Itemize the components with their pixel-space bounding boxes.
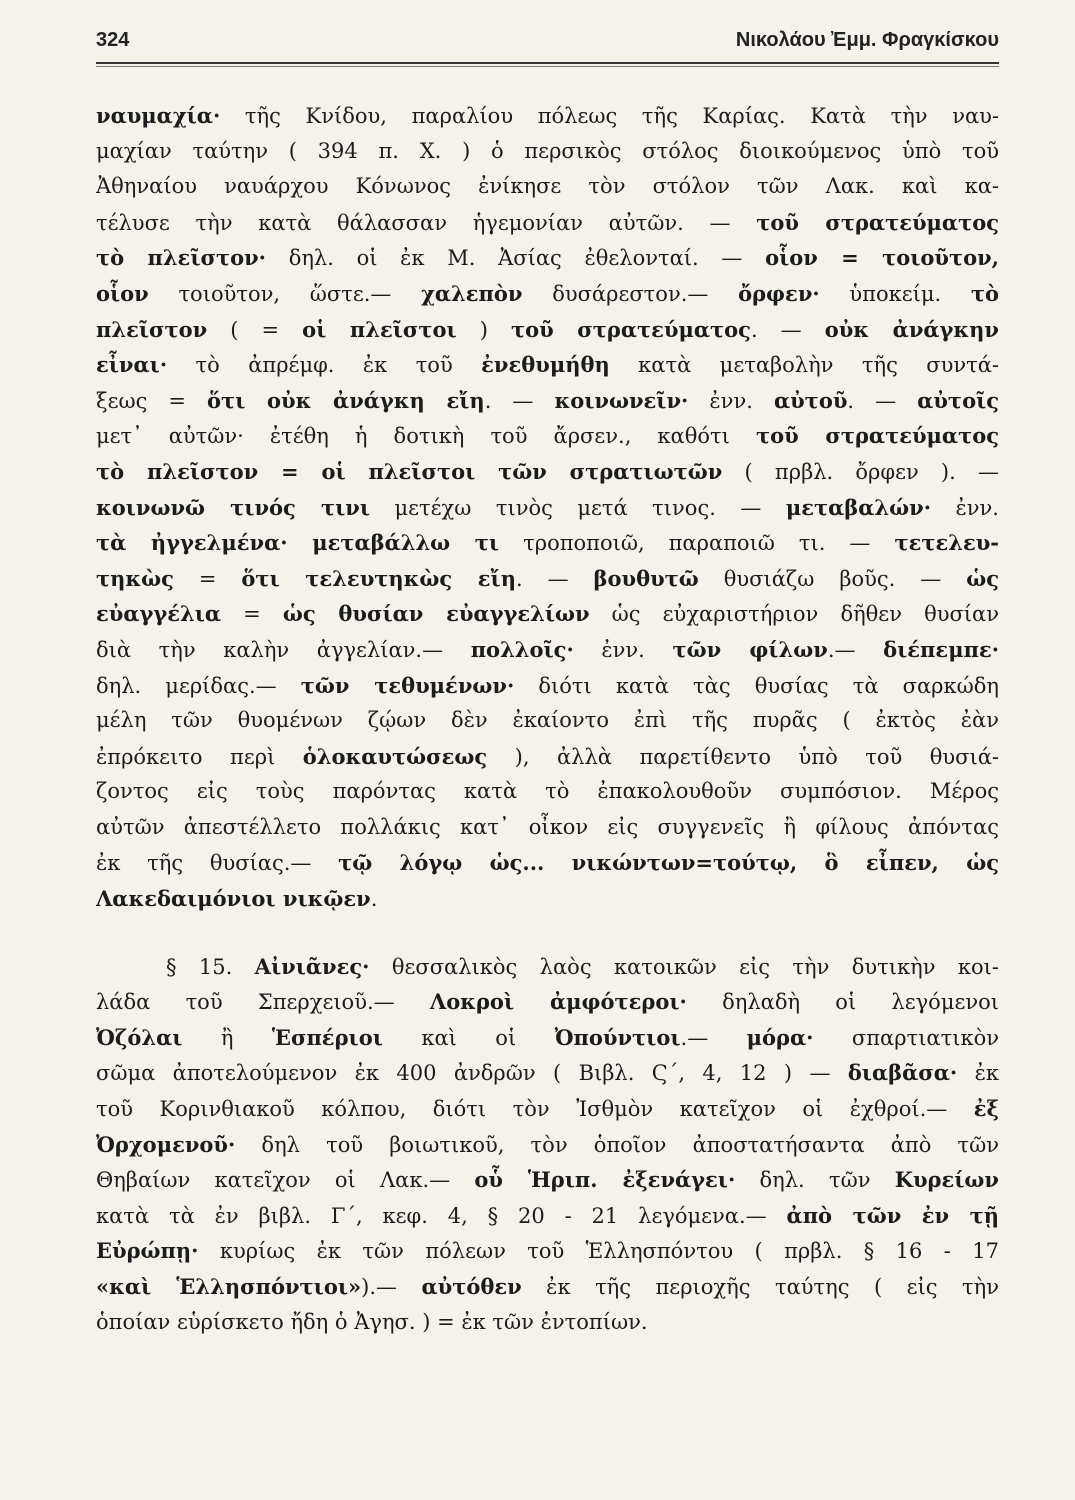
text-line: ἐπρόκειτο περὶ ὁλοκαυτώσεως ), ἀλλὰ παρετίθεντο ὑπὸ τοῦ θυσιά- [96,743,999,769]
text-line: τὰ ἠγγελμένα· μεταβάλλω τι τροποποιῶ, παραποιῶ τι. — τετελευ- [96,530,999,556]
text-line: ὁποίαν εὑρίσκετο ἤδη ὁ Ἀγησ. ) = ἐκ τῶν ἐντοπίων. [96,1309,648,1334]
text-line: ναυμαχία· τῆς Κνίδου, παραλίου πόλεως τῆς Καρίας. Κατὰ τὴν ναυ- [96,103,999,128]
header-rule [96,62,999,64]
running-title: Νικολάου Ἐμμ. Φραγκίσκου [735,28,999,51]
text-line: τοῦ Κορινθιακοῦ κόλπου, διότι τὸν Ἰσθμὸν κατεῖχον οἱ ἐχθροί.— ἐξ [96,1096,999,1122]
text-line: § 15. Αἰνιᾶνες· θεσσαλικὸς λαὸς κατοικῶν εἰς τὴν δυτικὴν κοι- [166,953,999,979]
text-line: ἐκ τῆς θυσίας.— τῷ λόγῳ ὡς... νικώντων=τούτῳ, ὃ εἶπεν, ὡς [96,850,999,876]
page-header [96,22,999,58]
text-line: αὐτῶν ἀπεστέλλετο πολλάκις κατ᾽ οἶκον εἰς συγγενεῖς ἢ φίλους ἀπόντας [96,814,999,839]
text-line: δηλ. μερίδας.— τῶν τεθυμένων· διότι κατὰ τὰς θυσίας τὰ σαρκώδη [96,672,999,698]
text-line: Λακεδαιμόνιοι νικῷεν. [96,886,378,912]
text-line: κατὰ τὰ ἐν βιβλ. Γ΄, κεφ. 4, § 20 - 21 λεγόμενα.— ἀπὸ τῶν ἐν τῇ [96,1202,999,1228]
text-line: πλεῖστον ( = οἱ πλεῖστοι ) τοῦ στρατεύματος. — οὐκ ἀνάγκην [96,316,999,342]
text-line: οἷον τοιοῦτον, ὥστε.— χαλεπὸν δυσάρεστον.— ὄρφεν· ὑποκείμ. τὸ [96,280,999,306]
text-line: σῶμα ἀποτελούμενον ἐκ 400 ἀνδρῶν ( Βιβλ. Ϛ΄, 4, 12 ) — διαβᾶσα· ἐκ [96,1060,999,1086]
text-line: Εὐρώπῃ· κυρίως ἐκ τῶν πόλεων τοῦ Ἑλλησπόντου ( πρβλ. § 16 - 17 [96,1238,999,1264]
text-line: Ὀζόλαι ἢ Ἑσπέριοι καὶ οἱ Ὀπούντιοι.— μόρα· σπαρτιατικὸν [96,1024,999,1050]
text-line: μετ᾽ αὐτῶν· ἐτέθη ἡ δοτικὴ τοῦ ἄρσεν., καθότι τοῦ στρατεύματος [96,423,999,449]
text-line: μαχίαν ταύτην ( 394 π. Χ. ) ὁ περσικὸς στόλος διοικούμενος ὑπὸ τοῦ [96,138,999,163]
text-line: τέλυσε τὴν κατὰ θάλασσαν ἡγεμονίαν αὐτῶν. — τοῦ στρατεύματος [96,209,999,235]
text-line: τὸ πλεῖστον = οἱ πλεῖστοι τῶν στρατιωτῶν ( πρβλ. ὄρφεν ). — [96,458,999,484]
text-line: Θηβαίων κατεῖχον οἱ Λακ.— οὗ Ἡριπ. ἐξενάγει· δηλ. τῶν Κυρείων [96,1167,999,1193]
page-number: 324 [96,28,130,51]
text-line: τὸ πλεῖστον· δηλ. οἱ ἐκ Μ. Ἀσίας ἐθελονταί. — οἷον = τοιοῦτον, [96,245,999,271]
text-line: διὰ τὴν καλὴν ἀγγελίαν.— πολλοῖς· ἐνν. τῶν φίλων.— διέπεμπε· [96,636,999,662]
text-line: «καὶ Ἑλλησπόντιοι»).— αὐτόθεν ἐκ τῆς περιοχῆς ταύτης ( εἰς τὴν [96,1274,999,1299]
paragraph-naumachia [96,98,999,917]
text-line: εἶναι· τὸ ἀπρέμφ. ἐκ τοῦ ἐνεθυμήθη κατὰ μεταβολὴν τῆς συντά- [96,352,999,378]
commentary-body [96,98,999,1340]
text-line: Ὀρχομενοῦ· δηλ τοῦ βοιωτικοῦ, τὸν ὁποῖον ἀποστατήσαντα ἀπὸ τῶν [96,1131,999,1157]
text-line: Ἀθηναίου ναυάρχου Κόνωνος ἐνίκησε τὸν στόλον τῶν Λακ. καὶ κα- [96,174,999,199]
text-line: κοινωνῶ τινός τινι μετέχω τινὸς μετά τινος. — μεταβαλών· ἐνν. [96,494,999,520]
text-line: μέλη τῶν θυομένων ζῴων δὲν ἐκαίοντο ἐπὶ τῆς πυρᾶς ( ἐκτὸς ἐὰν [96,708,999,733]
header-rule-thin [96,66,999,67]
paragraph-section-15 [96,949,999,1341]
text-line: τηκὼς = ὅτι τελευτηκὼς εἴη. — βουθυτῶ θυσιάζω βοῦς. — ὡς [96,565,999,591]
text-line: ζοντος εἰς τοὺς παρόντας κατὰ τὸ ἐπακολουθοῦν συμπόσιον. Μέρος [96,779,999,804]
text-line: ξεως = ὅτι οὐκ ἀνάγκη εἴη. — κοινωνεῖν· ἐνν. αὐτοῦ. — αὐτοῖς [96,387,999,413]
text-line: εὐαγγέλια = ὡς θυσίαν εὐαγγελίων ὡς εὐχαριστήριον δῆθεν θυσίαν [96,601,999,627]
paragraph-spacer [96,917,999,949]
text-line: λάδα τοῦ Σπερχειοῦ.— Λοκροὶ ἀμφότεροι· δηλαδὴ οἱ λεγόμενοι [96,989,999,1015]
